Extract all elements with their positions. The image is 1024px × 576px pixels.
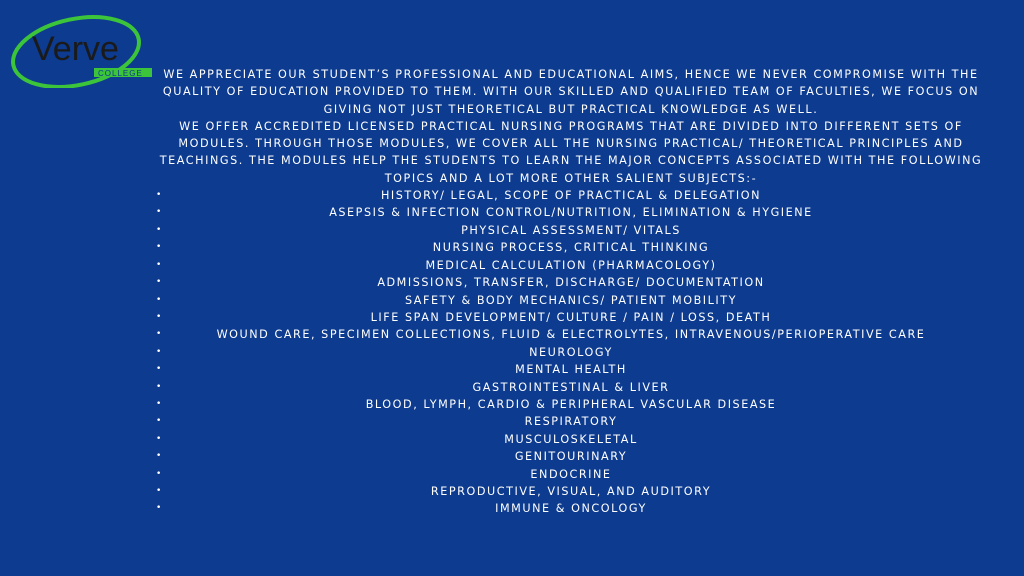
bullet-icon: • bbox=[156, 485, 162, 496]
bullet-icon: • bbox=[156, 398, 162, 409]
topic-label: LIFE SPAN DEVELOPMENT/ CULTURE / PAIN / LOSS, DEATH bbox=[370, 310, 772, 324]
bullet-icon: • bbox=[156, 364, 162, 375]
topic-list-item bbox=[150, 361, 992, 378]
topic-list-item bbox=[150, 500, 992, 517]
topic-label: NEUROLOGY bbox=[529, 345, 613, 359]
topic-label: NURSING PROCESS, CRITICAL THINKING bbox=[432, 241, 710, 255]
topic-list-item bbox=[150, 344, 992, 361]
topic-list-item bbox=[150, 204, 992, 221]
topic-label: PHYSICAL ASSESSMENT/ VITALS bbox=[461, 223, 681, 237]
topic-label: GENITOURINARY bbox=[514, 450, 628, 464]
topics-list bbox=[150, 187, 992, 518]
bullet-icon: • bbox=[156, 190, 162, 201]
bullet-icon: • bbox=[156, 242, 162, 253]
topic-list-item bbox=[150, 326, 992, 343]
topic-label: ADMISSIONS, TRANSFER, DISCHARGE/ DOCUMENTATION bbox=[377, 276, 765, 290]
topic-list-item bbox=[150, 396, 992, 413]
bullet-icon: • bbox=[156, 294, 162, 305]
bullet-icon: • bbox=[156, 381, 162, 392]
bullet-icon: • bbox=[156, 329, 162, 340]
topic-label: MUSCULOSKELETAL bbox=[504, 432, 638, 446]
topic-label: IMMUNE & ONCOLOGY bbox=[495, 502, 647, 516]
topic-list-item bbox=[150, 379, 992, 396]
topic-list-item bbox=[150, 448, 992, 465]
bullet-icon: • bbox=[156, 433, 162, 444]
logo-subtext: COLLEGE bbox=[98, 69, 143, 78]
topic-label: GASTROINTESTINAL & LIVER bbox=[472, 380, 670, 394]
bullet-icon: • bbox=[156, 346, 162, 357]
bullet-icon: • bbox=[156, 224, 162, 235]
topic-list-item bbox=[150, 187, 992, 204]
topic-label: WOUND CARE, SPECIMEN COLLECTIONS, FLUID & ELECTROLYTES, INTRAVENOUS/PERIOPERATIVE CARE bbox=[216, 328, 926, 342]
bullet-icon: • bbox=[156, 259, 162, 270]
topic-label: RESPIRATORY bbox=[524, 415, 618, 429]
topic-list-item bbox=[150, 257, 992, 274]
topic-label: SAFETY & BODY MECHANICS/ PATIENT MOBILITY bbox=[404, 293, 738, 307]
topic-list-item bbox=[150, 292, 992, 309]
intro-paragraph-2: WE OFFER ACCREDITED LICENSED PRACTICAL NURSING PROGRAMS THAT ARE DIVIDED INTO DIFFERENT SETS OF MODULES. THROUGH THOSE MODULES, WE COVER ALL THE NURSING PRACTICAL/ THEORETICAL PRINCIPLES AND TEACHINGS. THE MODULES HELP THE STUDENTS TO LEARN THE MAJOR CONCEPTS ASSOCIATED WITH THE FOLLOWING TOPICS AND A LOT MORE OTHER SALIENT SUBJECTS:- bbox=[159, 119, 983, 185]
topic-label: HISTORY/ LEGAL, SCOPE OF PRACTICAL & DELEGATION bbox=[380, 189, 762, 203]
verve-college-logo bbox=[6, 8, 156, 88]
topic-list-item bbox=[150, 222, 992, 239]
logo-wordmark: Verve bbox=[32, 30, 119, 68]
topic-label: BLOOD, LYMPH, CARDIO & PERIPHERAL VASCULAR DISEASE bbox=[365, 397, 777, 411]
topic-list-item bbox=[150, 309, 992, 326]
bullet-icon: • bbox=[156, 207, 162, 218]
topic-label: MENTAL HEALTH bbox=[515, 363, 627, 377]
bullet-icon: • bbox=[156, 503, 162, 514]
main-content bbox=[150, 66, 992, 518]
topic-list-item bbox=[150, 483, 992, 500]
bullet-icon: • bbox=[156, 416, 162, 427]
topic-list-item bbox=[150, 413, 992, 430]
topic-list-item bbox=[150, 239, 992, 256]
topic-list-item bbox=[150, 274, 992, 291]
topic-list-item bbox=[150, 466, 992, 483]
logo-graphic bbox=[6, 8, 156, 88]
topic-label: ENDOCRINE bbox=[530, 467, 612, 481]
topic-label: MEDICAL CALCULATION (PHARMACOLOGY) bbox=[425, 258, 717, 272]
bullet-icon: • bbox=[156, 451, 162, 462]
bullet-icon: • bbox=[156, 468, 162, 479]
topic-label: REPRODUCTIVE, VISUAL, AND AUDITORY bbox=[430, 484, 712, 498]
topic-label: ASEPSIS & INFECTION CONTROL/NUTRITION, ELIMINATION & HYGIENE bbox=[329, 206, 813, 220]
intro-paragraph-1: WE APPRECIATE OUR STUDENT’S PROFESSIONAL AND EDUCATIONAL AIMS, HENCE WE NEVER COMPROMISE WITH THE QUALITY OF EDUCATION PROVIDED TO THEM. WITH OUR SKILLED AND QUALIFIED TEAM OF FACULTIES, WE FOCUS ON GIVING NOT JUST THEORETICAL BUT PRACTICAL KNOWLEDGE AS WELL. bbox=[162, 68, 980, 116]
bullet-icon: • bbox=[156, 277, 162, 288]
bullet-icon: • bbox=[156, 311, 162, 322]
topic-list-item bbox=[150, 431, 992, 448]
